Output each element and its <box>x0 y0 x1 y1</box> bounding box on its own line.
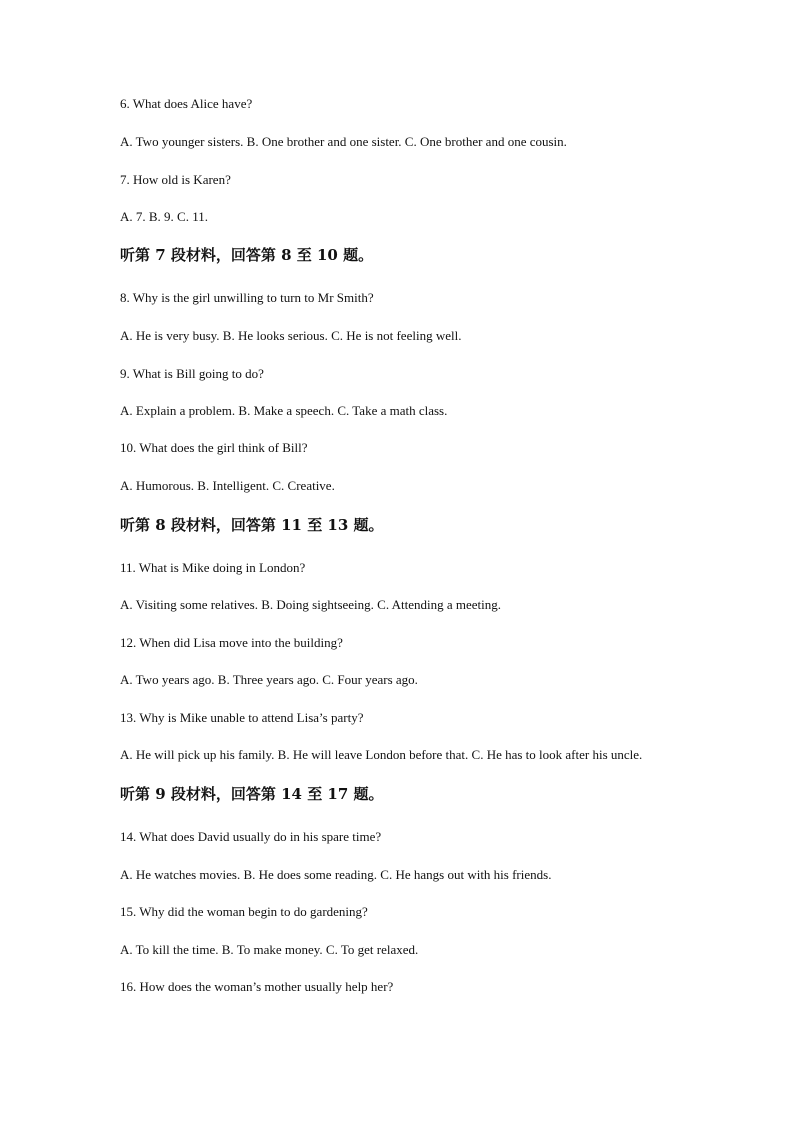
options-14: A. He watches movies. B. He does some reading. C. He hangs out with his friends. <box>120 867 552 882</box>
section-heading-8: 听第 8 段材料，回答第 11 至 13 题。 <box>120 516 384 534</box>
question-10: 10. What does the girl think of Bill? <box>120 440 308 455</box>
options-8: A. He is very busy. B. He looks serious. C. He is not feeling well. <box>120 328 462 343</box>
question-16: 16. How does the woman’s mother usually help her? <box>120 979 394 994</box>
question-13: 13. Why is Mike unable to attend Lisa’s party? <box>120 710 364 725</box>
options-9: A. Explain a problem. B. Make a speech. C. Take a math class. <box>120 403 448 418</box>
options-7: A. 7. B. 9. C. 11. <box>120 209 208 224</box>
options-11: A. Visiting some relatives. B. Doing sightseeing. C. Attending a meeting. <box>120 597 501 612</box>
question-8: 8. Why is the girl unwilling to turn to Mr Smith? <box>120 290 374 305</box>
options-10: A. Humorous. B. Intelligent. C. Creative. <box>120 478 335 493</box>
section-heading-9: 听第 9 段材料，回答第 14 至 17 题。 <box>120 785 384 803</box>
options-13: A. He will pick up his family. B. He will leave London before that. C. He has to look after his uncle. <box>120 747 643 762</box>
question-6: 6. What does Alice have? <box>120 96 253 111</box>
options-6: A. Two younger sisters. B. One brother and one sister. C. One brother and one cousin. <box>120 134 567 149</box>
options-12: A. Two years ago. B. Three years ago. C. Four years ago. <box>120 672 418 687</box>
section-heading-7: 听第 7 段材料，回答第 8 至 10 题。 <box>120 246 374 264</box>
question-9: 9. What is Bill going to do? <box>120 366 264 381</box>
question-7: 7. How old is Karen? <box>120 172 231 187</box>
question-14: 14. What does David usually do in his spare time? <box>120 829 382 844</box>
options-15: A. To kill the time. B. To make money. C. To get relaxed. <box>120 942 419 957</box>
question-11: 11. What is Mike doing in London? <box>120 560 306 575</box>
question-15: 15. Why did the woman begin to do gardening? <box>120 904 368 919</box>
question-12: 12. When did Lisa move into the building? <box>120 635 343 650</box>
